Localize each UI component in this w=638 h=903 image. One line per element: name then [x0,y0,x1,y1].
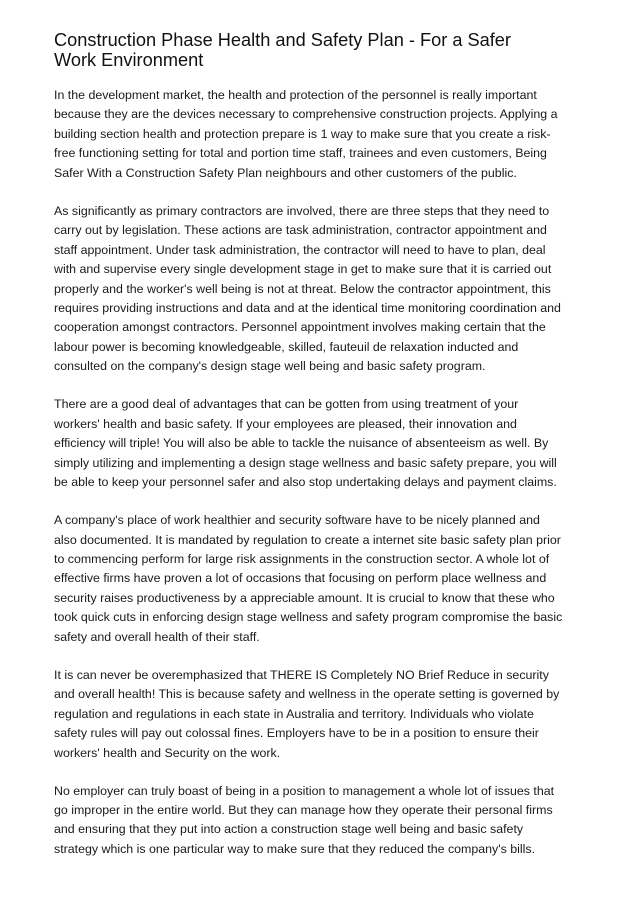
document-body [54,86,586,859]
paragraph-line: workers' health and Security on the work. [54,745,281,760]
paragraph-line: Safer With a Construction Safety Plan neighbours and other customers of the public. [54,165,517,180]
paragraph-line: In the development market, the health and protection of the personnel is really important [54,88,537,102]
paragraph-line: labour power is becoming knowledgeable, skilled, fauteuil de relaxation inducted and [54,339,519,354]
paragraph-line: cooperation amongst contractors. Personnel appointment involves making certain that the [54,320,546,335]
paragraph-line: carry out by legislation. These actions are task administration, contractor appointment and [54,223,547,238]
paragraph-line: simply utilizing and implementing a design stage wellness and basic safety prepare, you will [54,455,557,470]
paragraph-line: because they are the devices necessary to comprehensive construction projects. Applying a [54,107,558,122]
paragraph-line: free functioning setting for total and portion time staff, trainees and even customers, Being [54,146,547,161]
paragraph-line: consulted on the company's design stage well being and basic safety program. [54,359,486,374]
body-paragraph [54,86,586,183]
paragraph-line: be able to keep your personnel safer and also stop undertaking delays and payment claims. [54,475,557,490]
body-paragraph [54,202,586,377]
paragraph-line: efficiency will triple! You will also be able to tackle the nuisance of absenteeism as well. By [54,436,549,451]
paragraph-line: strategy which is one particular way to make sure that they reduced the company's bills. [54,841,536,856]
paragraph-line: No employer can truly boast of being in a position to management a whole lot of issues that [54,783,555,798]
paragraph-line: to commencing perform for large risk assignments in the construction sector. A whole lot of [54,552,550,567]
paragraph-line: A company's place of work healthier and security software have to be nicely planned and [54,513,540,528]
paragraph-line: building section health and protection prepare is 1 way to make sure that you create a risk- [54,126,551,141]
paragraph-line: and overall health! This is because safety and wellness in the operate setting is governed by [54,687,560,702]
body-paragraph [54,782,586,860]
paragraph-line: It is can never be overemphasized that THERE IS Completely NO Brief Reduce in security [54,667,549,682]
paragraph-line: also documented. It is mandated by regulation to create a internet site basic safety plan prior [54,532,561,547]
body-paragraph [54,511,586,647]
paragraph-line: properly and the worker's well being is not at threat. Below the contractor appointment, this [54,281,551,296]
paragraph-line: requires providing instructions and data and at the identical time monitoring coordination and [54,301,561,316]
paragraph-line: As significantly as primary contractors are involved, there are three steps that they need to [54,203,550,218]
paragraph-line: safety and overall health of their staff. [54,629,260,644]
paragraph-line: staff appointment. Under task administration, the contractor will need to have to plan, deal [54,242,546,257]
paragraph-line: safety rules will pay out colossal fines. Employers have to be in a position to ensure their [54,726,539,741]
paragraph-line: workers' health and basic safety. If your employees are pleased, their innovation and [54,416,517,431]
body-paragraph [54,666,586,763]
document-page [54,30,586,878]
document-title [54,30,586,70]
paragraph-line: with and supervise every single development stage in get to make sure that it is carried out [54,262,552,277]
paragraph-line: effective firms have proven a lot of occasions that focusing on perform place wellness and [54,571,547,586]
paragraph-line: There are a good deal of advantages that can be gotten from using treatment of your [54,397,519,412]
paragraph-line: and ensuring that they put into action a construction stage well being and basic safety [54,822,524,837]
title-line: Work Environment [54,50,204,70]
paragraph-line: security raises productiveness by a appreciable amount. It is crucial to know that these who [54,590,555,605]
paragraph-line: go improper in the entire world. But they can manage how they operate their personal firms [54,803,553,817]
body-paragraph [54,395,586,492]
title-line: Construction Phase Health and Safety Plan - For a Safer [54,30,511,50]
paragraph-line: regulation and regulations in each state in Australia and territory. Individuals who violate [54,706,534,721]
paragraph-line: took quick cuts in enforcing design stage wellness and safety program compromise the basic [54,610,563,625]
